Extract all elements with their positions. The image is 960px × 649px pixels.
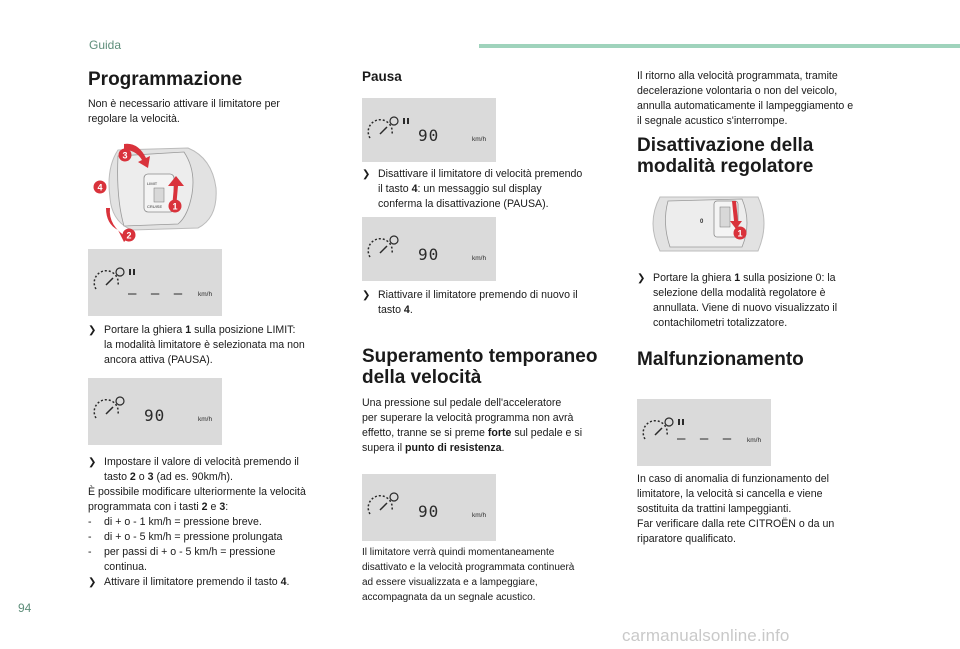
intro-text: Non è necessario attivare il limitatore per regolare la velocità. xyxy=(88,98,280,125)
speed-value: 90 xyxy=(418,245,440,264)
section-label: Guida xyxy=(89,38,122,52)
title-pausa: Pausa xyxy=(362,69,402,84)
svg-text:2: 2 xyxy=(126,230,132,241)
bullet-deactivate: ❯ Disattivare il limitatore di velocità premendo il tasto 4: un messaggio sul display conferma la disattivazione (PAUSA). xyxy=(362,168,583,210)
bullet-zero: ❯ Portare la ghiera 1 sulla posizione 0: la selezione della modalità regolatore è annullata. Viene di nuovo visualizzato il contachilometri totalizzatore. xyxy=(637,272,838,329)
title-programmazione: Programmazione xyxy=(88,69,243,90)
title-malfunzionamento: Malfunzionamento xyxy=(637,349,804,370)
unit-label: km/h xyxy=(472,136,487,143)
unit-label: km/h xyxy=(198,416,213,423)
svg-text:0: 0 xyxy=(700,219,704,225)
speed-dashes: – – – xyxy=(677,431,735,447)
bullet-set-limit: ❯ Portare la ghiera 1 sulla posizione LIMIT: la modalità limitatore è selezionata ma non ancora attiva (PAUSA). xyxy=(88,324,305,366)
speed-limiter-stalk-illustration xyxy=(88,138,222,244)
svg-text:1: 1 xyxy=(737,228,743,239)
override-text: Una pressione sul pedale dell'acceleratore per superare la velocità programma non avrà effetto, tranne se si preme forte sul pedale e si supera il punto di resistenza. xyxy=(362,397,583,454)
override-note: Il limitatore verrà quindi momentaneamente disattivato e la velocità programmata continuerà ad essere visualizzata e a lampeggiare, accompagnata da un segnale acustico. xyxy=(362,547,575,603)
malfunction-text: In caso di anomalia di funzionamento del limitatore, la velocità si cancella e viene sostituita da trattini lampeggianti. Far verificare dalla rete CITROËN o da un riparatore qualificato. xyxy=(637,473,835,545)
svg-text:3: 3 xyxy=(122,150,128,161)
svg-text:4: 4 xyxy=(97,182,103,193)
unit-label: km/h xyxy=(198,291,213,298)
title-disattivazione: Disattivazione della modalità regolatore xyxy=(637,135,814,177)
display-reactivate xyxy=(362,217,496,281)
svg-text:1: 1 xyxy=(172,201,178,212)
speed-value: 90 xyxy=(418,126,440,145)
display-limiter-pause xyxy=(88,249,222,316)
unit-label: km/h xyxy=(472,255,487,262)
title-superamento: Superamento temporaneo della velocità xyxy=(362,346,598,388)
svg-text:CRUISE: CRUISE xyxy=(147,204,163,209)
stalk-zero-illustration xyxy=(642,187,772,263)
programming-instructions: ❯ Impostare il valore di velocità premendo il tasto 2 o 3 (ad es. 90km/h). È possibile modificare ulteriormente la velocità programmata con i tasti 2 e 3: - di + o - 1 km/h = pressione breve. - di + o - 5 km/h = pressione prolungata - per passi di + o - 5 km/h = pressione continua. ❯ Attivare il limitatore premendo il tasto 4. xyxy=(88,456,306,588)
page-number: 94 xyxy=(18,601,32,615)
bullet-reactivate: ❯ Riattivare il limitatore premendo di nuovo il tasto 4. xyxy=(362,289,578,316)
unit-label: km/h xyxy=(747,437,762,444)
display-limiter-90 xyxy=(88,378,222,445)
return-speed-text: Il ritorno alla velocità programmata, tramite decelerazione volontaria o non del veicolo, annulla automaticamente il lampeggiamento e il segnale acustico s'interrompe. xyxy=(637,70,854,127)
svg-text:LIMIT: LIMIT xyxy=(147,181,158,186)
speed-value: 90 xyxy=(418,502,440,521)
watermark: carmanualsonline.info xyxy=(622,626,790,645)
display-override xyxy=(362,474,496,541)
speed-dashes: – – – xyxy=(128,286,186,302)
display-pause xyxy=(362,98,496,162)
unit-label: km/h xyxy=(472,512,487,519)
header-accent-bar xyxy=(479,44,960,48)
display-malfunction xyxy=(637,399,771,466)
speed-value: 90 xyxy=(144,406,166,425)
